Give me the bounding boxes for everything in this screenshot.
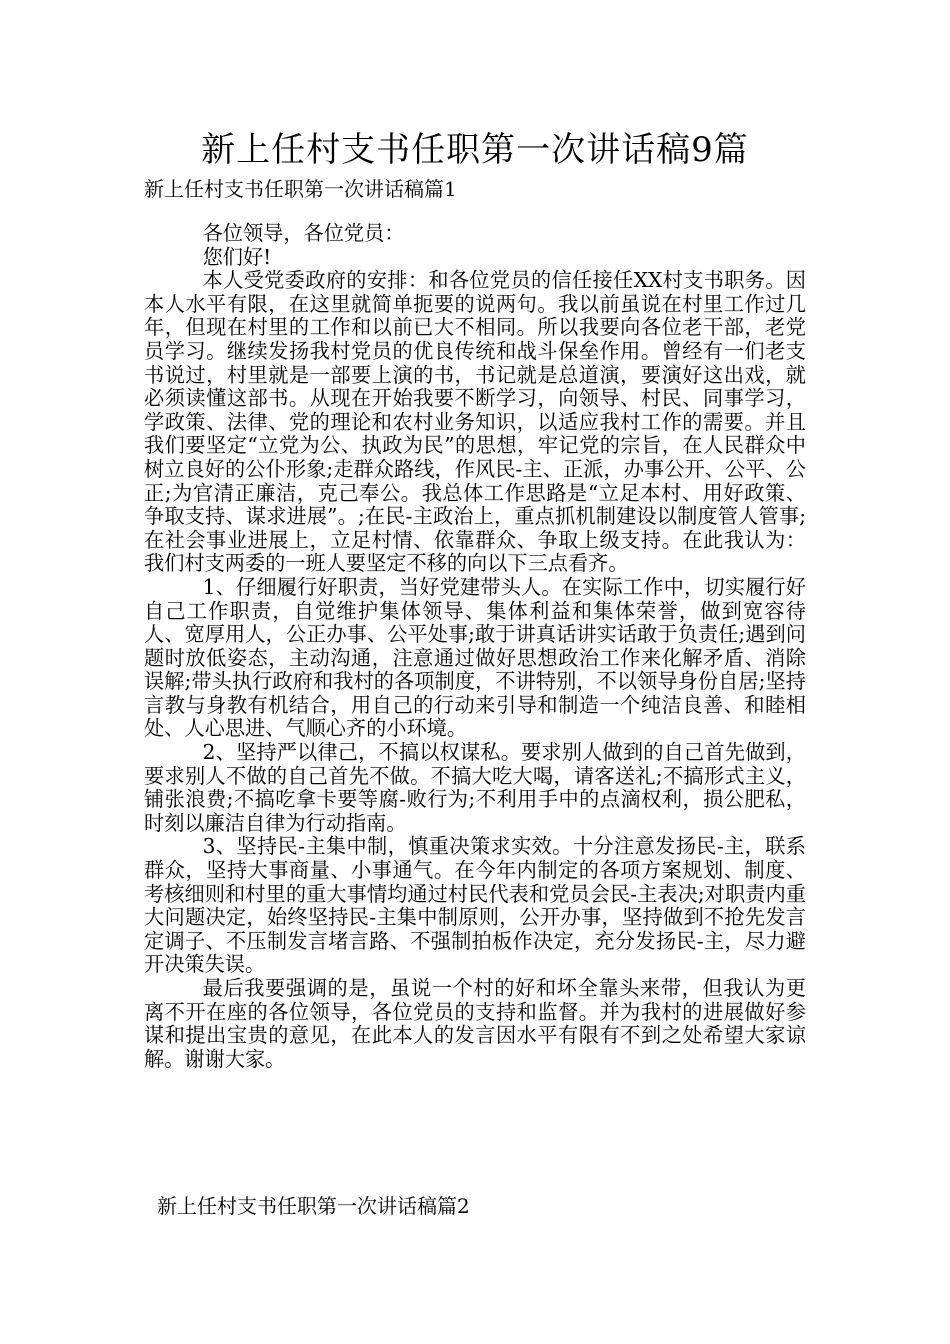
paragraph-intro: 本人受党委政府的安排：和各位党员的信任接任XX村支书职务。因本人水平有限，在这里就简单扼要的说两句。我以前虽说在村里工作过几年，但现在村里的工作和以前已大不相同。所以我要向各位老干部，老党员学习。继续发扬我村党员的优良传统和战斗保垒作用。曾经有一们老支书说过，村里就是一部要上演的书，书记就是总道演，要演好这出戏，就必须读懂这部书。从现在开始我要不断学习，向领导、村民、同事学习，学政策、法律、党的理论和农村业务知识，以适应我村工作的需要。并且我们要坚定“立党为公、执政为民”的思想，牢记党的宗旨，在人民群众中树立良好的公仆形象;走群众路线，作风民-主、正派，办事公开、公平、公正;为官清正廉洁，克己奉公。我总体工作思路是“立足本村、用好政策、争取支持、谋求进展”。;在民-主政治上，重点抓机制建设以制度管人管事;在社会事业进展上，立足村情、依靠群众、争取上级支持。在此我认为：我们村支两委的一班人要坚定不移的向以下三点看齐。 bbox=[144, 268, 806, 576]
section-heading-2: 新上任村支书任职第一次讲话稿篇2 bbox=[157, 1194, 470, 1218]
paragraph-point-3: 3、坚持民-主集中制，慎重决策求实效。十分注意发扬民-主，联系群众，坚持大事商量、小事通气。在今年内制定的各项方案规划、制度、考核细则和村里的重大事情均通过村民代表和党员会民-主表决;对职责内重大问题决定，始终坚持民-主集中制原则，公开办事，坚持做到不抢先发言定调子、不压制发言堵言路、不强制拍板作决定，充分发扬民-主，尽力避开决策失误。 bbox=[144, 834, 806, 977]
paragraph-point-2: 2、坚持严以律己，不搞以权谋私。要求别人做到的自己首先做到，要求别人不做的自己首先不做。不搞大吃大喝，请客送礼;不搞形式主义，铺张浪费;不搞吃拿卡要等腐-败行为;不利用手中的点滴权利，损公肥私，时刻以廉洁自律为行动指南。 bbox=[144, 740, 806, 835]
paragraph-closing: 最后我要强调的是，虽说一个村的好和坏全靠头来带，但我认为更离不开在座的各位领导，各位党员的支持和监督。并为我村的进展做好参谋和提出宝贵的意见，在此本人的发言因水平有限有不到之处希望大家谅解。谢谢大家。 bbox=[144, 976, 806, 1071]
section-heading-1: 新上任村支书任职第一次讲话稿篇1 bbox=[144, 177, 457, 201]
document-title: 新上任村支书任职第一次讲话稿9篇 bbox=[201, 130, 749, 170]
section-1-body bbox=[144, 222, 806, 1071]
greeting: 您们好! bbox=[202, 244, 272, 269]
paragraph-point-1: 1、仔细履行好职责，当好党建带头人。在实际工作中，切实履行好自己工作职责，自觉维护集体领导、集体利益和集体荣誉，做到宽容待人、宽厚用人，公正办事、公平处事;敢于讲真话讲实话敢于负责任;遇到问题时放低姿态，主动沟通，注意通过做好思想政治工作来化解矛盾、消除误解;带头执行政府和我村的各项制度，不讲特别，不以领导身份自居;坚持言教与身教有机结合，用自己的行动来引导和制造一个纯洁良善、和睦相处、人心思进、气顺心齐的小环境。 bbox=[144, 574, 806, 741]
salutation: 各位领导，各位党员： bbox=[202, 221, 405, 245]
